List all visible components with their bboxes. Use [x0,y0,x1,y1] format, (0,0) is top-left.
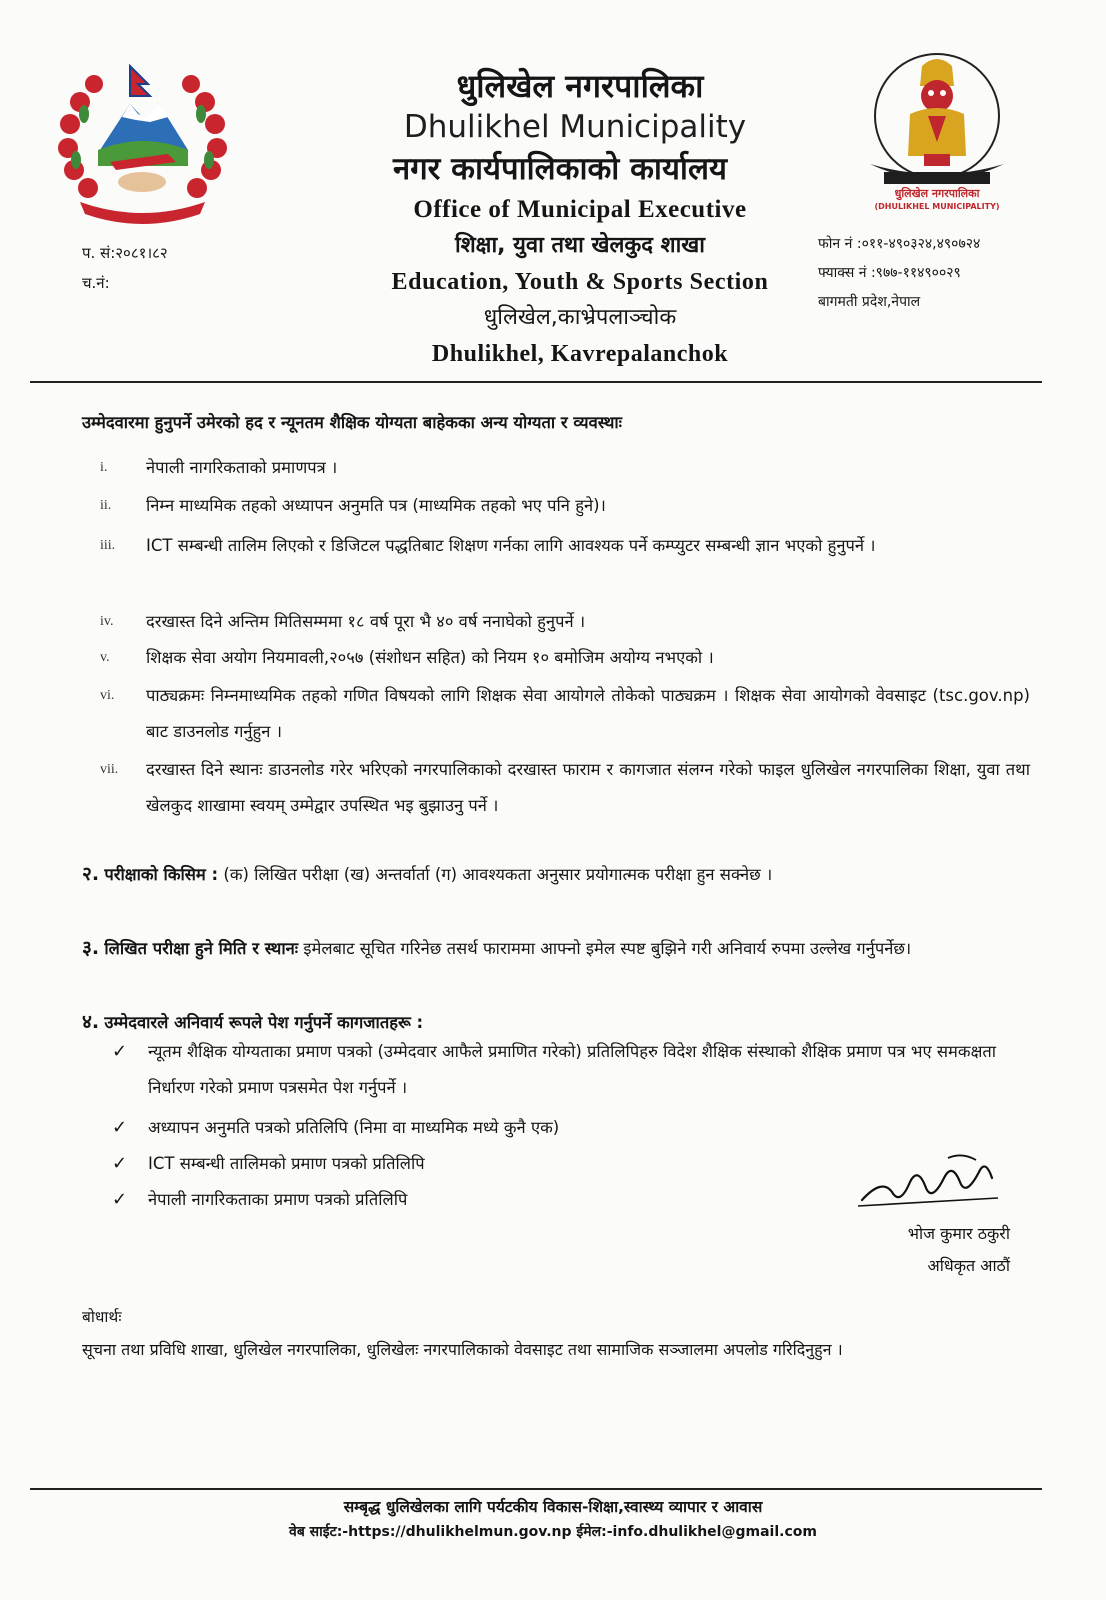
fax-number: फ्याक्स नं :९७७-११४९००२९ [818,265,961,281]
checkmark-icon: ✓ [112,1117,128,1138]
document-item [112,1110,1032,1146]
document-item [112,1034,1032,1106]
list-item-number: iv. [100,614,114,629]
section-number: ३. [82,937,100,959]
municipality-logo [862,46,1012,226]
signature [852,1148,1002,1218]
list-item-number: v. [100,650,110,665]
footer-contact: वेब साईट:-https://dhulikhelmun.gov.np ईमेल:-info.dhulikhel@gmail.com [289,1524,817,1540]
place-name-nepali: धुलिखेल,काभ्रेपलाञ्चोक [483,305,677,330]
nepal-government-emblem [50,62,235,227]
list-item-text: ICT सम्बन्धी तालिम लिएको र डिजिटल पद्धतिबाट शिक्षण गर्नका लागि आवश्यक पर्ने कम्प्युटर सम्बन्धी ज्ञान भएको हुनुपर्ने । [146,536,876,555]
list-item-number: i. [100,460,108,475]
logo-caption-nepali: धुलिखेल नगरपालिका [894,187,980,200]
section-exam-type [82,856,1032,893]
document-item-text: न्यूतम शैक्षिक योग्यताका प्रमाण पत्रको (उम्मेदवार आफैले प्रमाणित गरेको) प्रतिलिपिहरु विदेश शैक्षिक संस्थाको शैक्षिक प्रमाण पत्र भए समकक्षता निर्धारण गरेको प्रमाण पत्रसमेत पेश गर्नुपर्ने । [148,1042,997,1097]
checkmark-icon: ✓ [112,1041,128,1062]
section-number: ४. [82,1011,100,1033]
footer-slogan: सम्बृद्ध धुलिखेलका लागि पर्यटकीय विकास-शिक्षा,स्वास्थ्य व्यापार र आवास [343,1498,763,1516]
municipality-name-nepali: धुलिखेल नगरपालिका [456,67,704,105]
list-item [100,640,1030,676]
list-item [100,604,1030,640]
footer-divider [30,1488,1042,1490]
municipality-name-english: Dhulikhel Municipality [403,109,747,145]
section-title: परीक्षाको किसिम : [104,865,219,884]
province-name: बागमती प्रदेश,नेपाल [818,294,921,310]
letterhead-title-block [300,64,820,372]
list-item-text: दरखास्त दिने अन्तिम मितिसम्ममा १८ वर्ष पूरा भै ४० वर्ष ननाघेको हुनुपर्ने । [146,612,586,631]
checkmark-icon: ✓ [112,1153,128,1174]
section-title: उम्मेदवारले अनिवार्य रूपले पेश गर्नुपर्ने कागजातहरू : [104,1013,424,1032]
list-item-number: vi. [100,688,115,703]
section-text: (क) लिखित परीक्षा (ख) अन्तर्वार्ता (ग) आवश्यकता अनुसार प्रयोगात्मक परीक्षा हुन सक्नेछ । [218,865,773,884]
list-item [100,678,1030,750]
list-item-text: पाठ्यक्रमः निम्नमाध्यमिक तहको गणित विषयको लागि शिक्षक सेवा आयोगले तोकेको पाठ्यक्रम । शिक्षक सेवा आयोगको वेवसाइट (tsc.gov.np) बाट डाउनलोड गर्नुहुन । [146,686,1030,741]
phone-number: फोन नं :०११-४९०३२४,४९०७२४ [818,236,981,252]
office-name-english: Office of Municipal Executive [413,196,747,223]
qualifications-heading: उम्मेदवारमा हुनुपर्ने उमेरको हद र न्यूनतम शैक्षिक योग्यता बाहेकका अन्य योग्यता र व्यवस्थाः [82,413,623,432]
place-name-english: Dhulikhel, Kavrepalanchok [431,341,729,367]
section-exam-date [82,930,1032,967]
cc-text: सूचना तथा प्रविधि शाखा, धुलिखेल नगरपालिका, धुलिखेलः नगरपालिकाको वेवसाइट तथा सामाजिक सञ्जालमा अपलोड गरिदिनुहुन । [82,1340,843,1359]
reference-block [82,238,168,298]
document-item-text: ICT सम्बन्धी तालिमको प्रमाण पत्रको प्रतिलिपि [148,1154,425,1173]
list-item-text: दरखास्त दिने स्थानः डाउनलोड गरेर भरिएको नगरपालिकाको दरखास्त फाराम र कागजात संलग्न गरेको फाइल धुलिखेल नगरपालिका शिक्षा, युवा तथा खेलकुद शाखामा स्वयम् उम्मेद्वार उपस्थित भइ बुझाउनु पर्ने । [146,760,1030,815]
section-title: लिखित परीक्षा हुने मिति र स्थानः [104,939,299,958]
list-item-number: iii. [100,538,116,553]
signer-name: भोज कुमार ठकुरी [907,1224,1010,1243]
list-item-number: ii. [100,498,112,513]
list-item-text: निम्न माध्यमिक तहको अध्यापन अनुमति पत्र (माध्यमिक तहको भए पनि हुने)। [146,496,606,515]
logo-caption-english: (DHULIKHEL MUNICIPALITY) [874,202,1000,211]
signer-block [860,1218,1010,1282]
signer-title: अधिकृत आठौं [927,1256,1010,1275]
list-item [100,528,1030,564]
contact-block [818,230,980,317]
checkmark-icon: ✓ [112,1189,128,1210]
document-item-text: नेपाली नागरिकताका प्रमाण पत्रको प्रतिलिपि [148,1190,408,1209]
list-item-text: नेपाली नागरिकताको प्रमाणपत्र । [146,458,338,477]
section-text: इमेलबाट सूचित गरिनेछ तसर्थ फाराममा आफ्नो इमेल स्पष्ट बुझिने गरी अनिवार्य रुपमा उल्लेख गर्नुपर्नेछ। [298,939,912,958]
reference-number: प. सं:२०८१।८२ [82,244,168,262]
cc-label: बोधार्थः [82,1308,122,1326]
list-item-text: शिक्षक सेवा अयोग नियमावली,२०५७ (संशोधन सहित) को नियम १० बमोजिम अयोग्य नभएको । [146,648,714,667]
list-item [100,488,1030,524]
section-name-english: Education, Youth & Sports Section [391,269,769,295]
header-divider [30,381,1042,383]
section-number: २. [82,863,100,885]
dispatch-number: च.नं: [82,274,110,292]
office-name-nepali: नगर कार्यपालिकाको कार्यालय [393,151,727,187]
list-item [100,450,1030,486]
section-name-nepali: शिक्षा, युवा तथा खेलकुद शाखा [455,233,705,258]
document-item-text: अध्यापन अनुमति पत्रको प्रतिलिपि (निमा वा माध्यमिक मध्ये कुनै एक) [148,1118,560,1137]
list-item-number: vii. [100,762,119,777]
list-item [100,752,1030,824]
